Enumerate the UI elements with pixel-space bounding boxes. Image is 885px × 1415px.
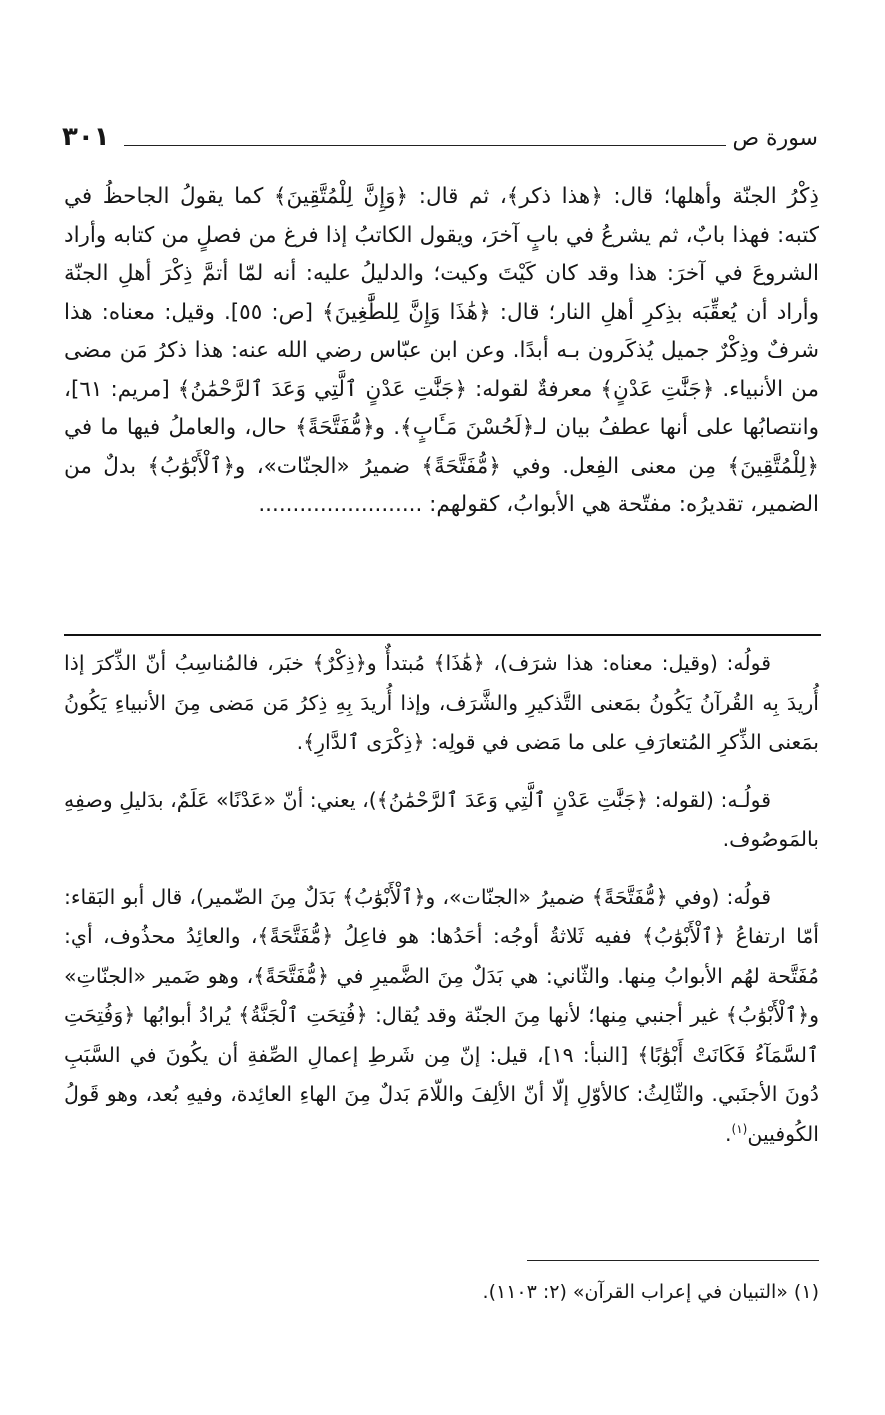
commentary-paragraph-3-text: قولُه: (وفي ﴿مُّفَتَّحَةً﴾ ضميرُ «الجنّات»، و﴿ٱلْأَبْوَٰبُ﴾ بَدَلٌ مِنَ الضّمير)، قال أبو البَقاء: أمّا ارتفاعُ ﴿ٱلْأَبْوَٰبُ﴾ ففيه ثَلاثةُ أوجُه: أحَدُها: هو فاعِلُ ﴿مُّفَتَّحَةً﴾، والعائِدُ محذُوف، أي: مُفَتَّحة لهُم الأبوابُ مِنها. والثّاني: هي بَدَلٌ مِنَ الضَّميرِ في ﴿مُّفَتَّحَةً﴾، وهو ضَمير «الجنّاتِ» و﴿ٱلْأَبْوَٰبُ﴾ غير أجنبي مِنها؛ لأنها مِنَ الجنّة وقد يُقال: ﴿فُتِحَتِ ٱلْجَنَّةُ﴾ يُرادُ أبوابُها ﴿وَفُتِحَتِ ٱلسَّمَآءُ فَكَانَتْ أَبْوَٰبًا﴾ [النبأ: ١٩]، قيل: إنّ مِن شَرطِ إعمالِ الصِّفةِ أن يكُونَ في السَّبَبِ دُونَ الأجنَبي. والثّالِثُ: كالأوّلِ إلّا أنّ الألِفَ واللّامَ بَدلٌ مِنَ الهاءِ العائِدة، وفيهِ بُعد، وهو قَولُ الكُوفيين	[64, 884, 819, 1146]
commentary-section	[64, 644, 819, 1154]
page-header	[62, 118, 818, 162]
page-number: ٣٠١	[62, 122, 110, 152]
footnote-ref: (١)	[731, 1121, 748, 1136]
footnote: (١) «التبيان في إعراب القرآن» (٢: ١١٠٣).	[482, 1281, 819, 1303]
surah-title: سورة ص	[732, 126, 818, 151]
footnote-divider	[527, 1260, 819, 1261]
header-rule	[124, 145, 726, 146]
main-paragraph: ذِكْرُ الجنّة وأهلها؛ قال: ﴿هذا ذكر﴾، ثم قال: ﴿وَإِنَّ لِلْمُتَّقِينَ﴾ كما يقولُ الجاحظُ في كتبه: فهذا بابٌ، ثم يشرعُ في بابٍ آخرَ، ويقول الكاتبُ إذا فرغ من فصلٍ من كتابه وأراد الشروعَ في آخرَ: هذا وقد كان كَيْتَ وكيت؛ والدليلُ عليه: أنه لمّا أتمَّ ذِكْرَ أهلِ الجنّة وأراد أن يُعقِّبَه بذِكرِ أهلِ النار؛ قال: ﴿هَٰذَا وَإِنَّ لِلطَّٰغِينَ﴾ [ص: ٥٥]. وقيل: معناه: هذا شرفٌ وذِكْرٌ جميل يُذكَرون بـه أبدًا. وعن ابن عبّاس رضي الله عنه: هذا ذكرُ مَن مضى من الأنبياء. ﴿جَنَّٰتِ عَدْنٍ﴾ معرفةٌ لقوله: ﴿جَنَّٰتِ عَدْنٍ ٱلَّتِي وَعَدَ ٱلرَّحْمَٰنُ﴾ [مريم: ٦١]، وانتصابُها على أنها عطفُ بيان لـ﴿لَحُسْنَ مَـَٔابٍ﴾. و﴿مُّفَتَّحَةً﴾ حال، والعاملُ فيها ما في ﴿لِلْمُتَّقِينَ﴾ مِن معنى الفِعل. وفي ﴿مُّفَتَّحَةً﴾ ضميرُ «الجنّات»، و﴿ٱلْأَبْوَٰبُ﴾ بدلٌ من الضمير، تقديرُه: مفتّحة هي الأبوابُ، كقولهم: ........................	[64, 184, 819, 517]
commentary-paragraph-3	[64, 878, 819, 1155]
main-divider	[64, 634, 821, 636]
main-text	[64, 178, 819, 525]
commentary-end: .	[725, 1121, 732, 1146]
commentary-paragraph-1: قولُه: (وقيل: معناه: هذا شرَف)، ﴿هَٰذَا﴾ مُبتدأٌ و﴿ذِكْرٌ﴾ خبَر، فالمُناسِبُ أنّ الذِّكرَ إذا أُريدَ بِه القُرآنُ يَكُونُ بمَعنى التَّذكيرِ والشَّرَف، وإذا أُريدَ بِهِ ذِكرُ مَن مَضى مِنَ الأنبياءِ يَكُونُ بمَعنى الذِّكرِ المُتعارَفِ على ما مَضى في قولِه: ﴿ذِكْرَى ٱلدَّارِ﴾.	[64, 651, 819, 754]
commentary-paragraph-2: قولُـه: (لقوله: ﴿جَنَّٰتِ عَدْنٍ ٱلَّتِي وَعَدَ ٱلرَّحْمَٰنُ﴾)، يعني: أنّ «عَدْنًا» عَلَمٌ، بدَليلِ وصفِهِ بالمَوصُوف.	[64, 787, 819, 851]
